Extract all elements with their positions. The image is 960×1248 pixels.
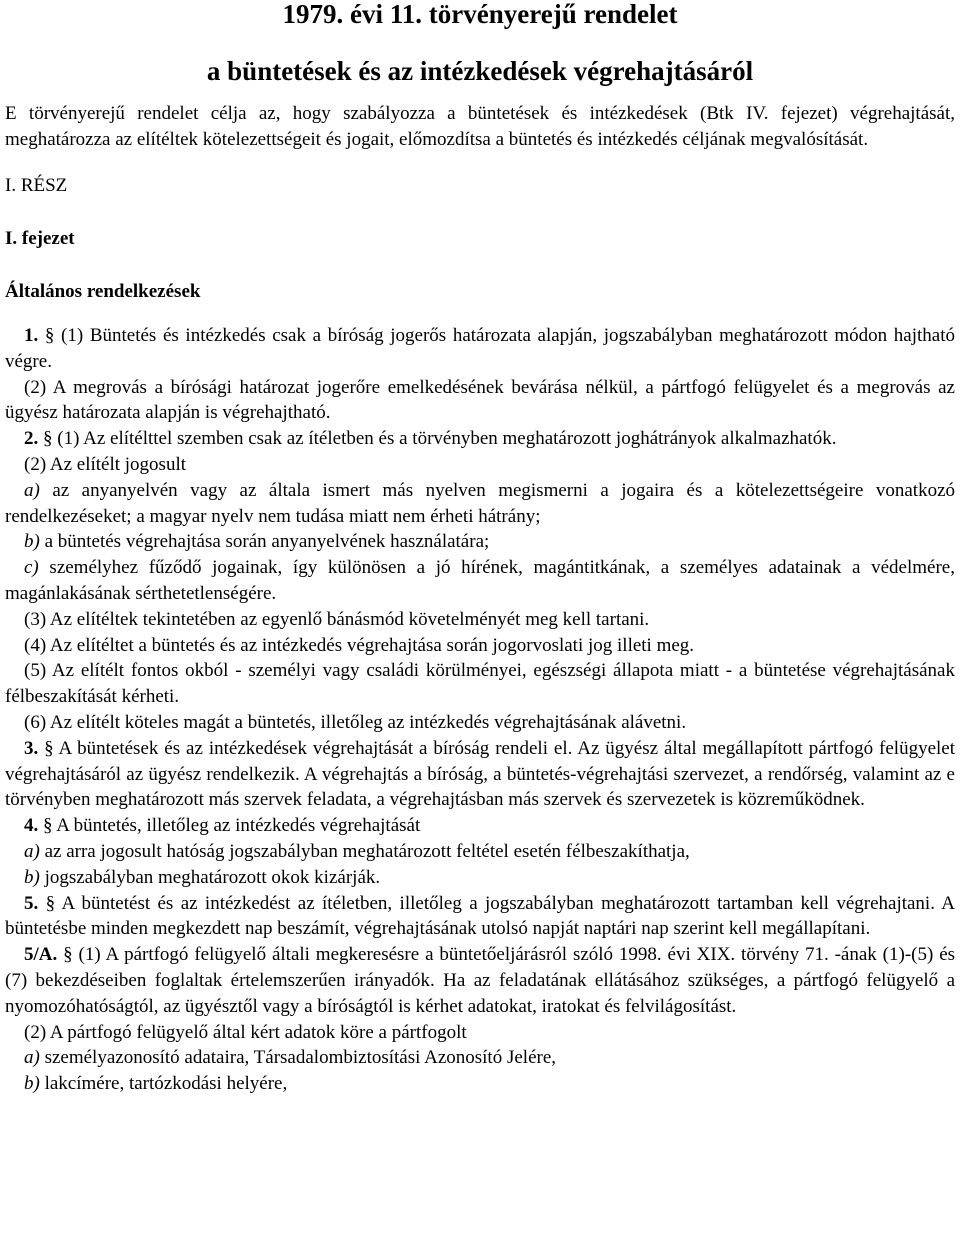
section-4-point-a xyxy=(5,839,955,865)
section-text: A büntetés, illetőleg az intézkedés végrehajtását xyxy=(56,815,421,837)
section-2-para-2: (2) Az elítélt jogosult xyxy=(24,453,187,475)
point-label: a) xyxy=(24,479,40,501)
paragraph-sign-icon: § xyxy=(63,944,73,966)
point-label: a) xyxy=(24,1047,40,1069)
section-number: 1. xyxy=(24,325,39,346)
document-body xyxy=(5,323,955,1097)
point-text: jogszabályban meghatározott okok kizárják. xyxy=(44,866,381,888)
section-2-para-4: (4) Az elítéltet a büntetés és az intézkedés végrehajtása során jogorvoslati jog illeti meg. xyxy=(24,634,695,656)
section-5a-point-a xyxy=(5,1045,955,1071)
section-text: (1) Az elítélttel szemben csak az ítéletben és a törvényben meghatározott joghátrányok alkalmazhatók. xyxy=(57,428,837,450)
section-5a-para-1 xyxy=(5,942,955,1019)
paragraph-sign-icon: § xyxy=(43,428,53,450)
part-heading: I. RÉSZ xyxy=(5,175,68,196)
point-text: lakcímére, tartózkodási helyére, xyxy=(44,1073,288,1095)
section-text: A büntetések és az intézkedések végrehajtását a bíróság rendeli el. Az ügyész által megállapított pártfogó felügyelet végrehajtásáról az ügyész rendelkezik. A végrehajtás a bíróság, a büntetés-végrehajtási szervezet, a rendőrség, valamint az e törvényben meghatározott más szervek feladata, a végrehajtásban más szervek és szervezetek is közreműködnek. xyxy=(5,737,956,811)
section-5a-point-b xyxy=(5,1071,955,1097)
section-2-para-5: (5) Az elítélt fontos okból - személyi vagy családi körülményei, egészségi állapota miatt - a büntetése végrehajtásának félbeszakítását kérheti. xyxy=(5,660,955,708)
section-2-point-a xyxy=(5,478,955,530)
section-number: 2. xyxy=(24,428,39,450)
section-number: 3. xyxy=(24,737,39,759)
point-label: b) xyxy=(24,866,40,888)
point-text: az anyanyelvén vagy az általa ismert más nyelven megismerni a jogaira és a kötelezettségeire vonatkozó rendelkezéseket; a magyar nyelv nem tudása miatt nem érheti hátrány; xyxy=(5,479,955,527)
intro-paragraph: E törvényerejű rendelet célja az, hogy szabályozza a büntetések és intézkedések (Btk IV. fejezet) végrehajtását, meghatározza az elítéltek kötelezettségeit és jogait, előmozdítsa a büntetés és intézkedés céljának megvalósítását. xyxy=(5,103,955,150)
section-2-para-1 xyxy=(5,426,955,452)
section-3 xyxy=(5,736,955,813)
chapter-title: Általános rendelkezések xyxy=(5,281,201,302)
section-number: 4. xyxy=(24,815,39,837)
section-2-point-b xyxy=(5,529,955,555)
section-2-para-6: (6) Az elítélt köteles magát a büntetés, illetőleg az intézkedés végrehajtásának alávetni. xyxy=(24,711,687,733)
point-text: személyazonosító adataira, Társadalombiztosítási Azonosító Jelére, xyxy=(44,1047,557,1069)
section-number: 5/A. xyxy=(24,944,58,966)
document-subtitle: a büntetések és az intézkedések végrehajtásáról xyxy=(206,56,754,86)
section-2-para-3: (3) Az elítéltek tekintetében az egyenlő bánásmód követelményét meg kell tartani. xyxy=(24,608,650,630)
paragraph-sign-icon: § xyxy=(45,892,56,914)
section-text: (1) A pártfogó felügyelő általi megkeresésre a büntetőeljárásról szóló 1998. évi XIX. törvény 71. -ának (1)-(5) és (7) bekezdéseiben foglaltak értelemszerűen irányadók. Ha az feladatának ellátásához szükséges, a pártfogó felügyelő a nyomozóhatóságtól, az ügyésztől vagy a bíróságtól is kérhet adatokat, iratokat és felvilágosítást. xyxy=(5,944,956,1017)
document-title: 1979. évi 11. törvényerejű rendelet xyxy=(282,0,678,29)
section-number: 5. xyxy=(24,892,39,914)
point-label: b) xyxy=(24,531,40,553)
section-5a-para-2: (2) A pártfogó felügyelő által kért adatok köre a pártfogolt xyxy=(24,1021,467,1043)
point-label: a) xyxy=(24,840,40,862)
section-text: (1) Büntetés és intézkedés csak a bíróság jogerős határozata alapján, jogszabályban meghatározott módon hajtható végre. xyxy=(5,325,956,372)
paragraph-sign-icon: § xyxy=(43,815,53,837)
section-text: A büntetést és az intézkedést az ítéletben, illetőleg a jogszabályban meghatározott tartamban kell végrehajtani. A büntetésbe minden megkezdett nap beszámít, végrehajtásának utolsó napját naptári nap szerint kell megállapítani. xyxy=(5,892,956,940)
point-text: az arra jogosult hatóság jogszabályban meghatározott feltétel esetén félbeszakíthatja, xyxy=(44,840,690,862)
point-label: b) xyxy=(24,1073,40,1095)
paragraph-sign-icon: § xyxy=(44,325,55,346)
section-1-para-1 xyxy=(5,323,955,375)
section-4 xyxy=(5,813,955,839)
point-text: személyhez fűződő jogainak, így különösen a jó hírének, magántitkának, a személyes adatainak a védelmére, magánlakásának sérthetetlenségére. xyxy=(5,557,955,604)
section-2-point-c xyxy=(5,555,955,607)
point-label: c) xyxy=(24,557,39,579)
paragraph-sign-icon: § xyxy=(44,737,54,759)
point-text: a büntetés végrehajtása során anyanyelvének használatára; xyxy=(44,531,490,553)
section-4-point-b xyxy=(5,865,955,891)
section-1-para-2: (2) A megrovás a bírósági határozat jogerőre emelkedésének bevárása nélkül, a pártfogó felügyelet és a megrovás az ügyész határozata alapján is végrehajtható. xyxy=(5,376,955,424)
chapter-heading: I. fejezet xyxy=(5,228,75,249)
section-5 xyxy=(5,891,955,943)
